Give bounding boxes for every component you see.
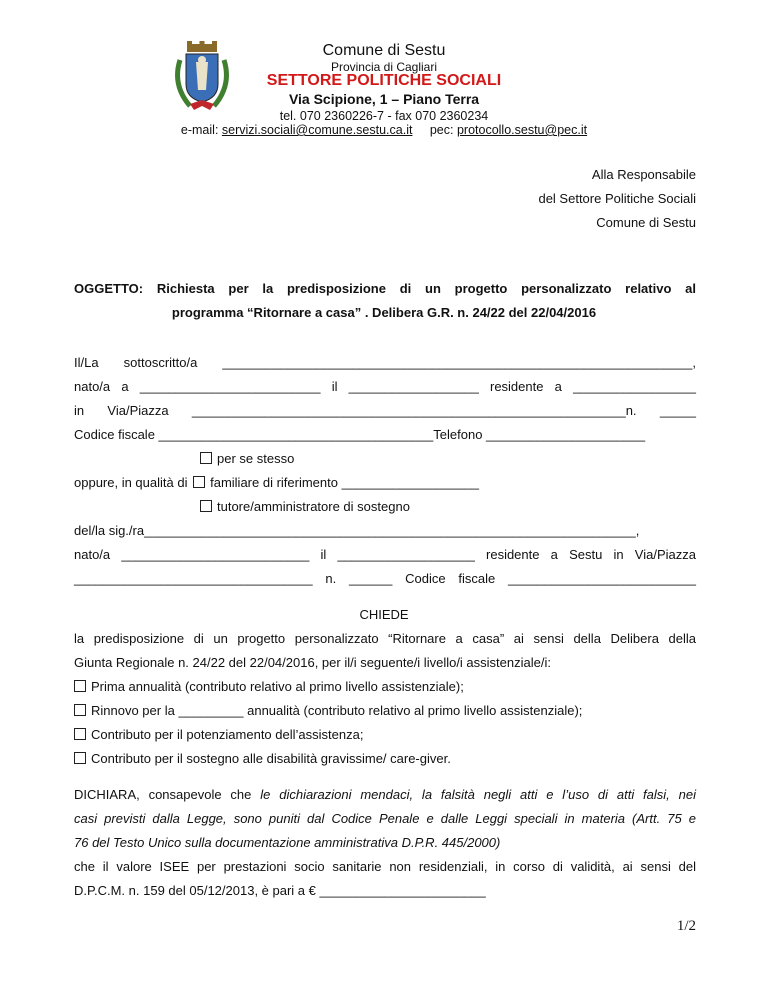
option-family[interactable] — [74, 475, 479, 490]
request-item-label: Rinnovo per la _________ annualità (contributo relativo al primo livello assistenziale); — [91, 703, 583, 718]
pec-label: pec: — [429, 123, 454, 137]
checkbox-first-year[interactable] — [74, 680, 86, 692]
option-guardian-label: tutore/amministratore di sostegno — [217, 499, 410, 514]
email-label: e-mail: — [180, 123, 219, 137]
page-number: 1/2 — [676, 918, 696, 934]
form-line-address[interactable]: in Via/Piazza ____________________________________________________________n. _____ — [74, 403, 696, 418]
declaration-line-4: che il valore ISEE per prestazioni socio sanitarie non residenziali, in corso di validità, ai sensi del — [74, 859, 696, 874]
request-item-label: Contributo per il potenziamento dell’assistenza; — [91, 727, 364, 742]
request-item-1[interactable] — [74, 679, 696, 694]
declaration-lead: DICHIARA, consapevole che — [74, 787, 261, 802]
checkbox-self[interactable] — [200, 452, 212, 464]
request-item-2[interactable] — [74, 703, 696, 718]
recipient-line-1: Alla Responsabile — [591, 167, 696, 182]
checkbox-severe-disability[interactable] — [74, 752, 86, 764]
option-prefix: oppure, in qualità di — [74, 475, 188, 490]
request-item-label: Contributo per il sostegno alle disabilità gravissime/ care-giver. — [91, 751, 451, 766]
request-item-label: Prima annualità (contributo relativo al primo livello assistenziale); — [91, 679, 464, 694]
option-family-label: familiare di riferimento ___________________ — [210, 475, 479, 490]
phone-fax: tel. 070 2360226-7 - fax 070 2360234 — [279, 109, 489, 123]
request-text-2: Giunta Regionale n. 24/22 del 22/04/2016, per il/i seguente/i livello/i assistenziale/i: — [74, 655, 551, 670]
form-line-beneficiary[interactable]: del/la sig./ra____________________________________________________________________, — [74, 523, 640, 538]
recipient-line-2: del Settore Politiche Sociali — [538, 191, 696, 206]
form-line-birth[interactable]: nato/a a _________________________ il __________________ residente a _________________ — [74, 379, 696, 394]
declaration-line-1 — [74, 787, 696, 802]
request-item-4[interactable] — [74, 751, 696, 766]
form-line-beneficiary-fiscal[interactable]: _________________________________ n. ______ Codice fiscale __________________________ — [74, 571, 696, 586]
option-self[interactable] — [200, 451, 294, 466]
declaration-italic-1: le dichiarazioni mendaci, la falsità negli atti e l’uso di atti falsi, nei — [260, 787, 696, 802]
request-text-1: la predisposizione di un progetto personalizzato “Ritornare a casa” ai sensi della Delibera della — [74, 631, 696, 646]
subject-line-2: programma “Ritornare a casa” . Delibera G.R. n. 24/22 del 22/04/2016 — [171, 305, 597, 320]
checkbox-family[interactable] — [193, 476, 205, 488]
declaration-line-2: casi previsti dalla Legge, sono puniti dal Codice Penale e dalle Leggi speciali in materia (Artt. 75 e — [74, 811, 696, 826]
request-item-3[interactable] — [74, 727, 696, 742]
option-guardian[interactable] — [200, 499, 410, 514]
email-link[interactable]: servizi.sociali@comune.sestu.ca.it — [221, 123, 413, 137]
declaration-line-3: 76 del Testo Unico sulla documentazione amministrativa D.P.R. 445/2000) — [74, 835, 501, 850]
checkbox-enhancement[interactable] — [74, 728, 86, 740]
checkbox-renewal[interactable] — [74, 704, 86, 716]
option-self-label: per se stesso — [217, 451, 295, 466]
request-heading: CHIEDE — [359, 607, 409, 622]
contact-emails — [0, 123, 768, 137]
subject-line-1: OGGETTO: Richiesta per la predisposizione di un progetto personalizzato relativo al — [74, 281, 696, 296]
form-line-fiscal-code[interactable]: Codice fiscale ______________________________________Telefono ______________________ — [74, 427, 646, 442]
form-line-name[interactable]: Il/La sottoscritto/a _________________________________________________________________, — [74, 355, 696, 370]
department-address: Via Scipione, 1 – Piano Terra — [288, 91, 480, 107]
checkbox-guardian[interactable] — [200, 500, 212, 512]
declaration-line-5[interactable]: D.P.C.M. n. 159 del 05/12/2013, è pari a € _______________________ — [74, 883, 486, 898]
department-name: SETTORE POLITICHE SOCIALI — [266, 72, 502, 89]
pec-link[interactable]: protocollo.sestu@pec.it — [456, 123, 588, 137]
recipient-line-3: Comune di Sestu — [596, 215, 696, 230]
municipality-title: Comune di Sestu — [322, 42, 446, 59]
province-name: Provincia di Cagliari — [330, 60, 438, 74]
form-line-beneficiary-birth[interactable]: nato/a __________________________ il ___________________ residente a Sestu in Via/Piazza — [74, 547, 696, 562]
